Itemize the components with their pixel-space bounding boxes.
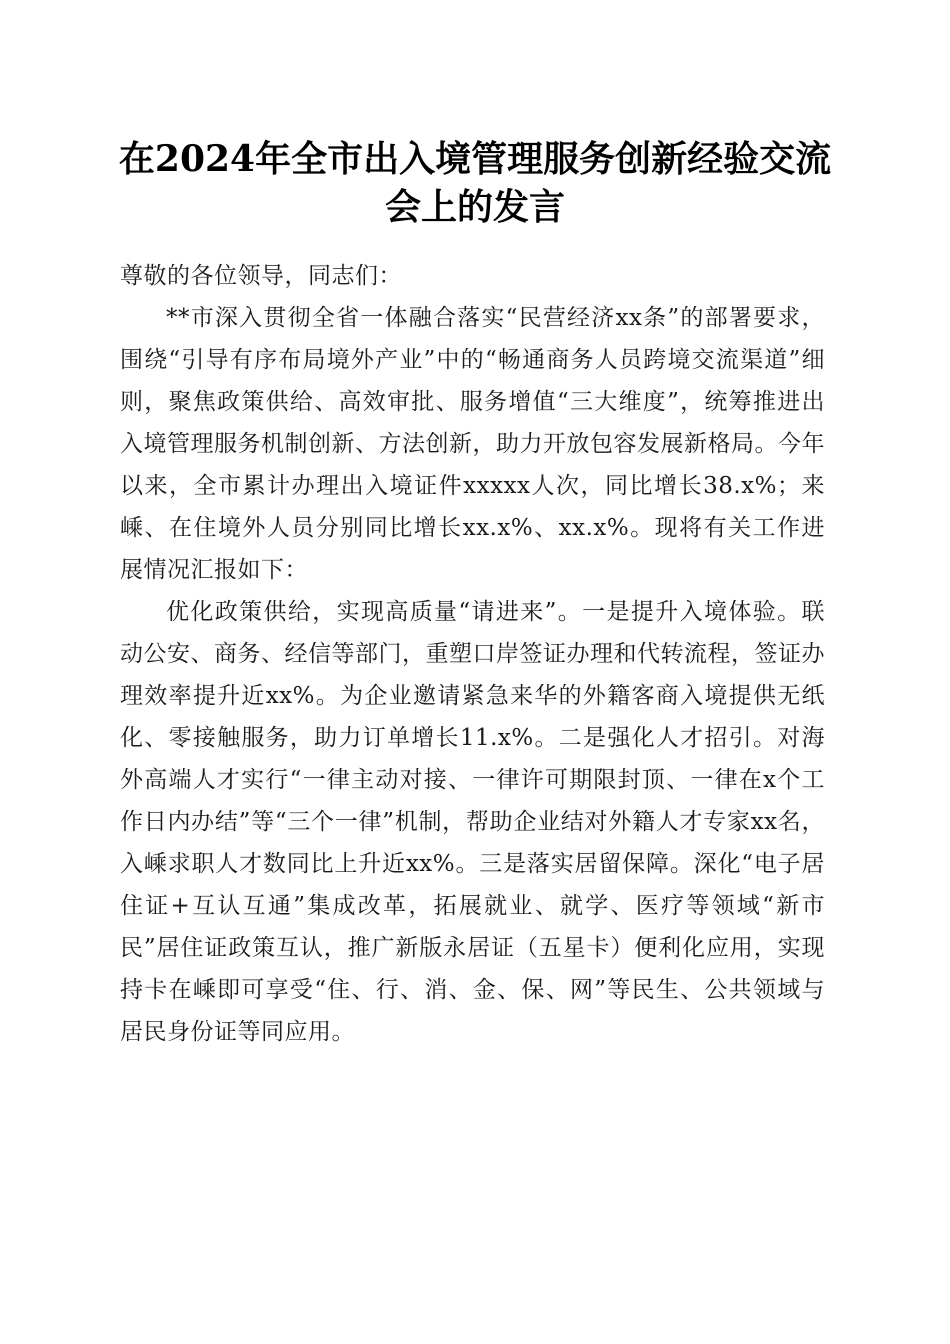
title-line-2: 会上的发言 (384, 186, 565, 228)
document-title (110, 135, 840, 231)
salutation: 尊敬的各位领导，同志们： (120, 263, 402, 289)
title-line-1: 在2024年全市出入境管理服务创新经验交流 (118, 138, 832, 180)
paragraph-intro: **市深入贯彻全省一体融合落实“民营经济xx条”的部署要求，围绕“引导有序布局境外产业”中的“畅通商务人员跨境交流渠道”细则，聚焦政策供给、高效审批、服务增值“三大维度”，统筹推进出入境管理服务机制创新、方法创新，助力开放包容发展新格局。今年以来，全市累计办理出入境证件xxxxx人次，同比增长38.x%；来嵊、在住境外人员分别同比增长xx.x%、xx.x%。现将有关工作进展情况汇报如下： (120, 305, 825, 583)
document-body (120, 255, 825, 1053)
paragraph-policy: 优化政策供给，实现高质量“请进来”。一是提升入境体验。联动公安、商务、经信等部门，重塑口岸签证办理和代转流程，签证办理效率提升近xx%。为企业邀请紧急来华的外籍客商入境提供无纸化、零接触服务，助力订单增长11.x%。二是强化人才招引。对海外高端人才实行“一律主动对接、一律许可期限封顶、一律在x个工作日内办结”等“三个一律”机制，帮助企业结对外籍人才专家xx名，入嵊求职人才数同比上升近xx%。三是落实居留保障。深化“电子居住证+互认互通”集成改革，拓展就业、就学、医疗等领域“新市民”居住证政策互认，推广新版永居证（五星卡）便利化应用，实现持卡在嵊即可享受“住、行、消、金、保、网”等民生、公共领域与居民身份证等同应用。 (120, 599, 825, 1045)
